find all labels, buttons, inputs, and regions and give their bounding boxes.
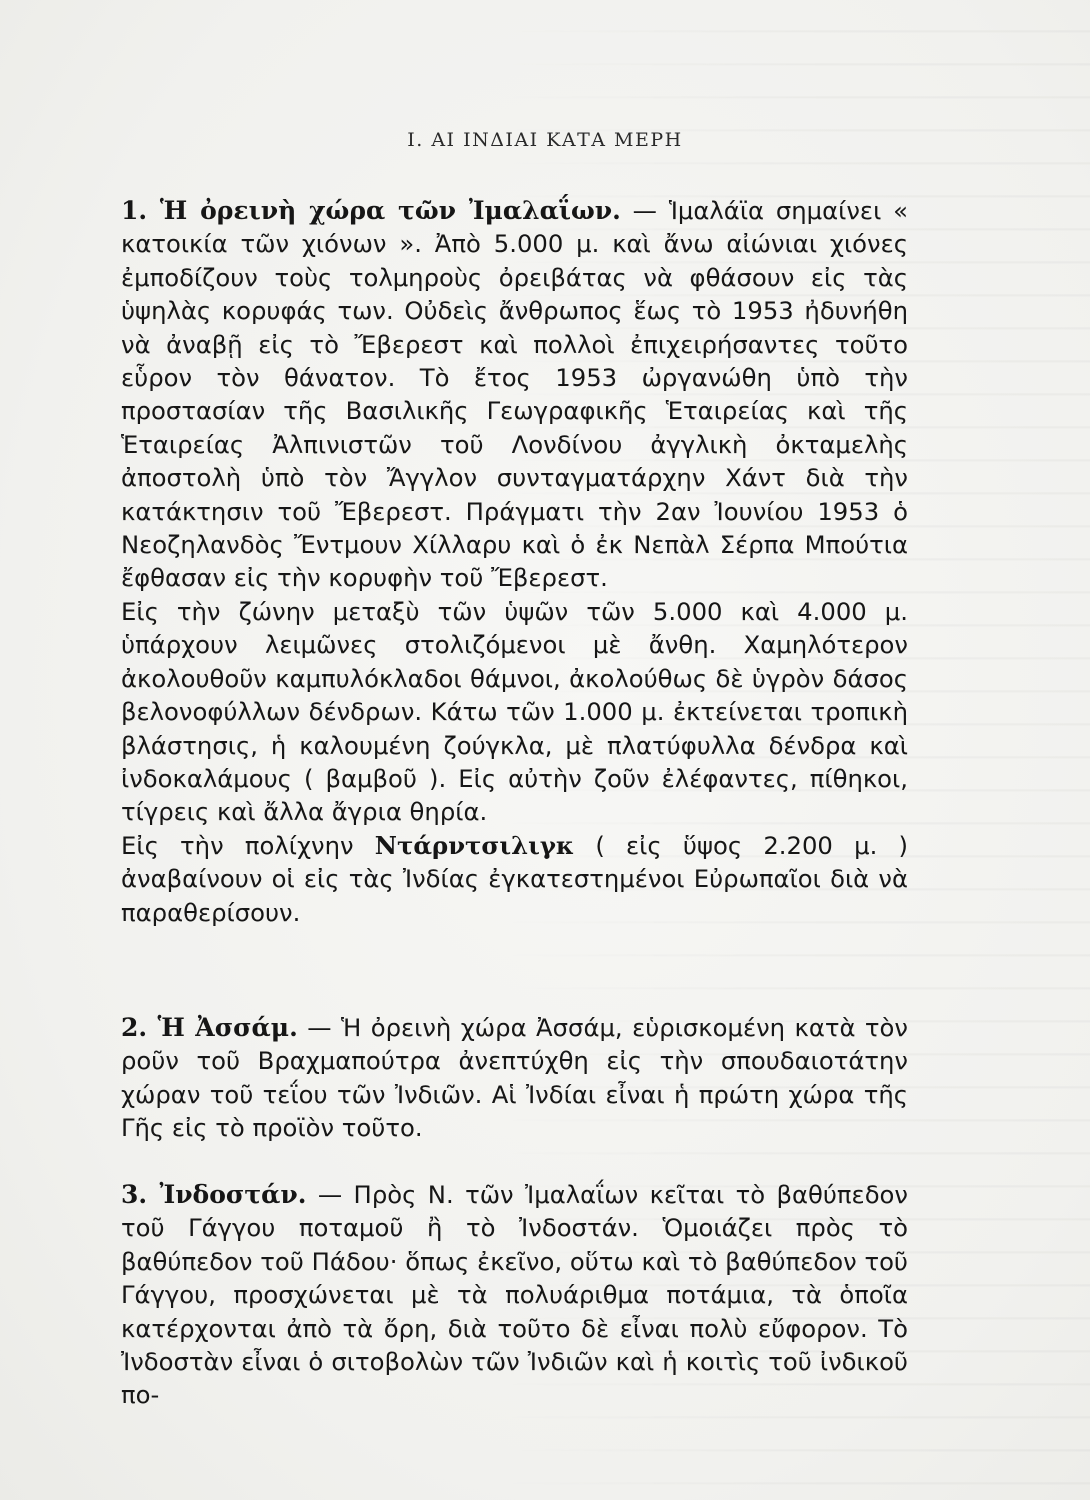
section-1-para3-after: ( εἰς ὕψος 2.200 μ. ) ἀναβαίνουν οἱ εἰς τὰς Ἰνδίας ἐγκατεστημένοι Εὐρωπαῖοι διὰ νὰ παραθερίσουν. xyxy=(121,830,908,927)
section-3-paragraph xyxy=(121,1178,908,1412)
section-1-intro: — Ἱμαλάϊα σημαίνει « κατοικία τῶν χιόνων ». Ἀπὸ 5.000 μ. καὶ ἄνω αἰώνιαι χιόνες ἐμποδίζουν τοὺς τολμηροὺς ὀρειβάτας νὰ φθάσουν εἰς τὰς ὑψηλὰς κορυφάς των. Οὐδεὶς ἄνθρωπος ἕως τὸ 1953 ἠδυνήθη νὰ ἀναβῇ εἰς τὸ Ἔβερεστ καὶ πολλοὶ ἐπιχειρήσαντες τοῦτο εὗρον τὸν θάνατον. Τὸ ἔτος 1953 ὠργανώθη ὑπὸ τὴν προστασίαν τῆς Βασιλικῆς Γεωγραφικῆς Ἑταιρείας καὶ τῆς Ἑταιρείας Ἀλπινιστῶν τοῦ Λονδίνου ἀγγλικὴ ὀκταμελὴς ἀποστολὴ ὑπὸ τὸν Ἄγγλον συνταγματάρχην Χάντ διὰ τὴν κατάκτησιν τοῦ Ἔβερεστ. Πράγματι τὴν 2αν Ἰουνίου 1953 ὁ Νεοζηλανδὸς Ἔντμουν Χίλλαρυ καὶ ὁ ἐκ Νεπὰλ Σέρπα Μπούτια ἔφθασαν εἰς τὴν κορυφὴν τοῦ Ἔβερεστ. xyxy=(121,196,909,593)
section-1-para2-text: Εἰς τὴν ζώνην μεταξὺ τῶν ὑψῶν τῶν 5.000 καὶ 4.000 μ. ὑπάρχουν λειμῶνες στολιζόμενοι μὲ ἄνθη. Χαμηλότερον ἀκολουθοῦν καμπυλόκλαδοι θάμνοι, ἀκολούθως δὲ ὑγρὸν δάσος βελονοφύλλων δένδρων. Κάτω τῶν 1.000 μ. ἐκτείνεται τροπικὴ βλάστησις, ἡ καλουμένη ζούγκλα, μὲ πλατύφυλλα δένδρα καὶ ἰνδοκαλάμους ( βαμβοῦ ). Εἰς αὐτὴν ζοῦν ἐλέφαντες, πίθηκοι, τίγρεις καὶ ἄλλα ἄγρια θηρία. xyxy=(121,596,908,827)
section-1-heading: 1. Ἡ ὀρεινὴ χώρα τῶν Ἰμαλαΐων. xyxy=(121,196,621,225)
section-1-paragraph-2 xyxy=(121,595,908,829)
section-himalaya xyxy=(121,194,908,929)
section-2-text: — Ἡ ὀρεινὴ χώρα Ἀσσάμ, εὑρισκομένη κατὰ τὸν ροῦν τοῦ Βραχμαπούτρα ἀνεπτύχθη εἰς τὴν σπουδαιοτάτην χώραν τοῦ τεΐου τῶν Ἰνδιῶν. Αἱ Ἰνδίαι εἶναι ἡ πρώτη χώρα τῆς Γῆς εἰς τὸ προϊὸν τοῦτο. xyxy=(121,1013,908,1143)
section-2-paragraph xyxy=(121,1011,908,1145)
darjeeling-bold: Ντάρντσιλιγκ xyxy=(374,830,575,860)
section-hindustan xyxy=(121,1178,908,1412)
section-3-text: — Πρὸς Ν. τῶν Ἰμαλαΐων κεῖται τὸ βαθύπεδον τοῦ Γάγγου ποταμοῦ ἢ τὸ Ἰνδοστάν. Ὁμοιάζει πρὸς τὸ βαθύπεδον τοῦ Πάδου· ὅπως ἐκεῖνο, οὕτω καὶ τὸ βαθύπεδον τοῦ Γάγγου, προσχώνεται μὲ τὰ πολυάριθμα ποτάμια, τὰ ὁποῖα κατέρχονται ἀπὸ τὰ ὄρη, διὰ τοῦτο δὲ εἶναι πολὺ εὔφορον. Τὸ Ἰνδοστὰν εἶναι ὁ σιτοβολὼν τῶν Ἰνδιῶν καὶ ἡ κοιτὶς τοῦ ἰνδικοῦ πο- xyxy=(121,1180,908,1410)
section-assam xyxy=(121,1011,908,1145)
section-1-paragraph-1 xyxy=(121,194,908,595)
section-1-para3-before: Εἰς τὴν πολίχνην xyxy=(121,830,375,860)
section-1-paragraph-3 xyxy=(121,829,908,929)
section-3-heading: 3. Ἰνδοστάν. xyxy=(121,1180,307,1209)
section-2-heading: 2. Ἡ Ἀσσάμ. xyxy=(121,1013,298,1042)
chapter-title: Ι. ΑΙ ΙΝΔΙΑΙ ΚΑΤΑ ΜΕΡΗ xyxy=(407,129,683,151)
